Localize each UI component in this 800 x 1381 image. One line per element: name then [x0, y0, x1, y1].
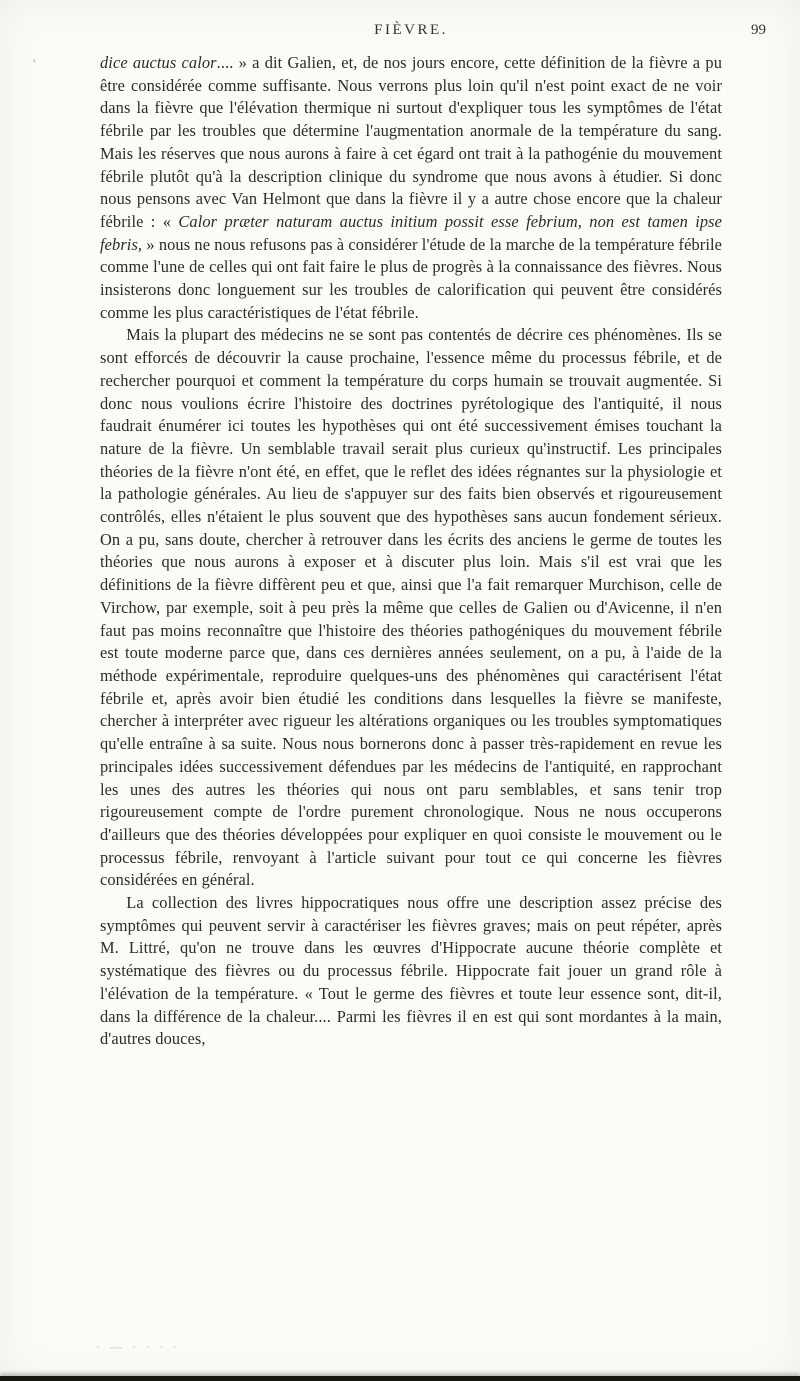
latin-quote: dice auctus calor	[100, 53, 217, 72]
page-body	[100, 52, 722, 1051]
paragraph	[100, 892, 722, 1051]
paragraph	[100, 52, 722, 324]
text-run: .... » a dit Galien, et, de nos jours encore, cette définition de la fièvre a pu être considérée comme suffisante. Nous verrons plus loin qu'il n'est point exact de ne voir dans la fièvre que l'élévation thermique ni surtout d'expliquer tous les symptômes de l'état fébrile par les troubles que détermine l'augmentation anormale de la température du sang. Mais les réserves que nous aurons à faire à cet égard ont trait à la pathogénie du mouvement fébrile plutôt qu'à la description clinique du syndrome que nous avons à étudier. Si donc nous pensons avec Van Helmont que dans la fièvre il y a autre chose encore que la chaleur fébrile : «	[100, 53, 722, 231]
text-run: » nous ne nous refusons pas à considérer l'étude de la marche de la température fébrile comme l'une de celles qui ont fait faire le plus de progrès à la connaissance des fièvres. Nous insisterons donc longuement sur les troubles de calorification qui peuvent être considérés comme les plus caractéristiques de l'état fébrile.	[100, 234, 722, 322]
latin-quote: Calor præter naturam auctus initium possit esse febrium, non est tamen ipse febris,	[100, 211, 722, 254]
scan-speck: '	[33, 56, 36, 71]
text-run: La collection des livres hippocratiques nous offre une description assez précise des symptômes qui peuvent servir à caractériser les fièvres graves; mais on peut répéter, après M. Littré, qu'on ne trouve dans les œuvres d'Hippocrate aucune théorie complète et systématique des fièvres ou du processus fébrile. Hippocrate fait jouer un grand rôle à l'élévation de la température. « Tout le germe des fièvres et toute leur essence sont, dit-il, dans la différence de la chaleur.... Parmi les fièvres il en est qui sont mordantes à la main, d'autres douces,	[100, 893, 722, 1049]
page-number: 99	[751, 22, 766, 38]
running-title: FIÈVRE.	[374, 22, 448, 38]
text-run: Mais la plupart des médecins ne se sont pas contentés de décrire ces phénomènes. Ils se sont efforcés de découvrir la cause prochaine, l'essence même du processus fébrile, et de rechercher pourquoi et comment la température du corps humain se trouvait augmentée. Si donc nous voulions écrire l'histoire des doctrines pyrétologique des l'antiquité, il nous faudrait énumérer ici toutes les hypothèses qui ont été successivement émises touchant la nature de la fièvre. Un semblable travail serait plus curieux qu'instructif. Les principales théories de la fièvre n'ont été, en effet, que le reflet des idées régnantes sur la physiologie et la pathologie générales. Au lieu de s'appuyer sur des faits bien observés et rigoureusement contrôlés, elles n'étaient le plus souvent que des hypothèses sans aucun fondement sérieux. On a pu, sans doute, chercher à retrouver dans les écrits des anciens le germe de toutes les théories que nous aurons à exposer et à discuter plus loin. Mais s'il est vrai que les définitions de la fièvre diffèrent peu et que, ainsi que l'a fait remarquer Murchison, celle de Virchow, par exemple, soit à peu près la même que celles de Galien ou d'Avicenne, il n'en faut pas moins reconnaître que l'histoire des théories pathogéniques du mouvement fébrile est toute moderne parce que, dans ces dernières années seulement, on a pu, à l'aide de la méthode expérimentale, reproduire quelques-uns des phénomènes qui caractérisent l'état fébrile et, après avoir bien étudié les conditions dans lesquelles la fièvre se manifeste, chercher à interpréter avec rigueur les altérations organiques ou les troubles symptomatiques qu'elle entraîne à sa suite. Nous nous bornerons donc à passer très-rapidement en revue les principales idées successivement défendues par les médecins de l'antiquité, en rapprochant les unes des autres les théories qui nous ont paru semblables, et sans tenir trop rigoureusement compte de l'ordre purement chronologique. Nous ne nous occuperons d'ailleurs que des théories développées pour expliquer en quoi consiste le mouvement ou le processus fébrile, renvoyant à l'article suivant pour tout ce qui concerne les fièvres considérées en général.	[100, 325, 722, 890]
footer-smudge: · — · · · ·	[96, 1339, 180, 1354]
paragraph	[100, 324, 722, 892]
page-bottom-edge	[0, 1376, 800, 1381]
